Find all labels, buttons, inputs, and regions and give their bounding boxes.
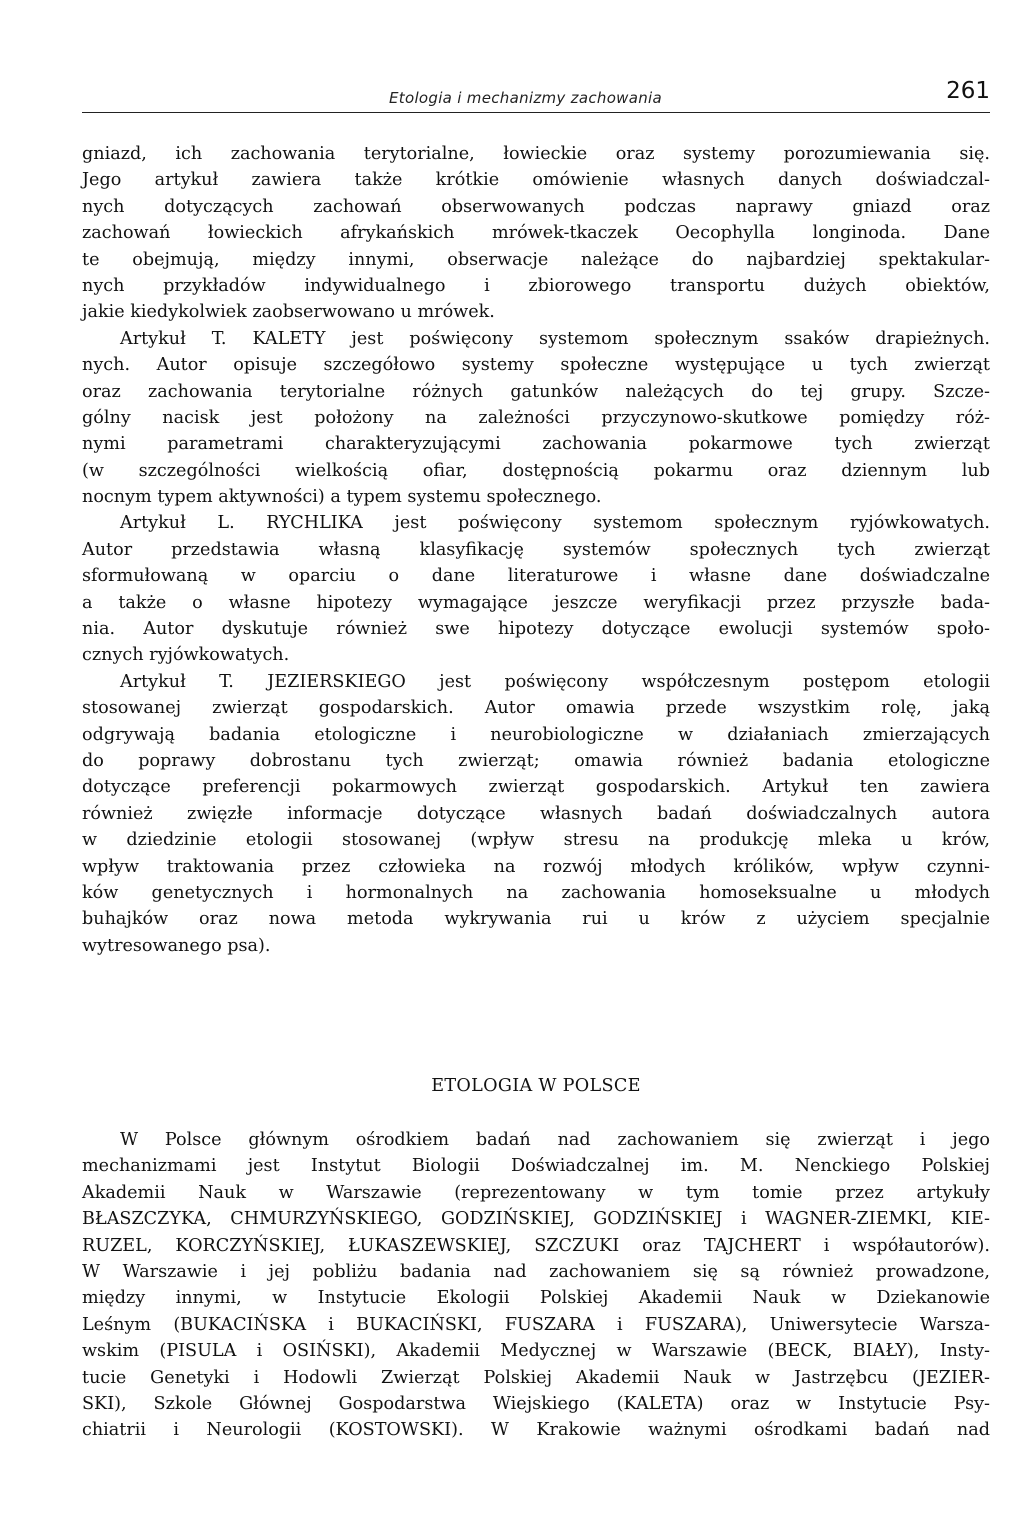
text-line: Leśnym (BUKACIŃSKA i BUKACIŃSKI, FUSZARA i FUSZARA), Uniwersytecie Warsza- <box>82 1314 990 1335</box>
text-line: sformułowaną w oparciu o dane literaturowe i własne dane doświadczalne <box>82 566 990 587</box>
text-line: Jego artykuł zawiera także krótkie omówienie własnych danych doświadczal- <box>82 170 990 191</box>
text-line: BŁASZCZYKA, CHMURZYŃSKIEGO, GODZIŃSKIEJ, GODZIŃSKIEJ i WAGNER-ZIEMKI, KIE- <box>82 1209 990 1230</box>
text-line: również zwięzłe informacje dotyczące własnych badań doświadczalnych autora <box>82 803 990 824</box>
text-line: cznych ryjówkowatych. <box>82 645 290 666</box>
text-line: nymi parametrami charakteryzującymi zachowania pokarmowe tych zwierząt <box>82 434 990 455</box>
text-line: wskim (PISULA i OSIŃSKI), Akademii Medycznej w Warszawie (BECK, BIAŁY), Insty- <box>82 1341 990 1362</box>
text-line: (w szczególności wielkością ofiar, dostępnością pokarmu oraz dziennym lub <box>82 460 990 481</box>
text-line: Autor przedstawia własną klasyfikację systemów społecznych tych zwierząt <box>82 539 990 560</box>
text-line: dotyczące preferencji pokarmowych zwierząt gospodarskich. Artykuł ten zawiera <box>82 777 990 798</box>
text-line: odgrywają badania etologiczne i neurobiologiczne w działaniach zmierzających <box>82 724 990 745</box>
text-line: oraz zachowania terytorialne różnych gatunków należących do tej grupy. Szcze- <box>82 381 990 402</box>
text-line: tucie Genetyki i Hodowli Zwierząt Polskiej Akademii Nauk w Jastrzębcu (JEZIER- <box>82 1367 990 1388</box>
section-heading: ETOLOGIA W POLSCE <box>431 1076 641 1096</box>
text-line: gniazd, ich zachowania terytorialne, łowieckie oraz systemy porozumiewania się. <box>82 144 990 164</box>
text-line: jakie kiedykolwiek zaobserwowano u mrówek. <box>82 302 495 323</box>
page-number: 261 <box>946 78 990 104</box>
text-line: stosowanej zwierząt gospodarskich. Autor omawia przede wszystkim rolę, jaką <box>82 698 990 719</box>
text-line: wpływ traktowania przez człowieka na rozwój młodych królików, wpływ czynni- <box>82 856 990 877</box>
text-line: te obejmują, między innymi, obserwacje należące do najbardziej spektakular- <box>82 249 990 270</box>
text-line: zachowań łowieckich afrykańskich mrówek-tkaczek Oecophylla longinoda. Dane <box>82 223 990 244</box>
text-line: gólny nacisk jest położony na zależności przyczynowo-skutkowe pomiędzy róż- <box>82 407 990 428</box>
text-line: do poprawy dobrostanu tych zwierząt; omawia również badania etologiczne <box>82 750 990 771</box>
text-line: RUZEL, KORCZYŃSKIEJ, ŁUKASZEWSKIEJ, SZCZUKI oraz TAJCHERT i współautorów). <box>82 1235 990 1256</box>
text-line: w dziedzinie etologii stosowanej (wpływ stresu na produkcję mleka u krów, <box>82 830 990 851</box>
text-line: ków genetycznych i hormonalnych na zachowania homoseksualne u młodych <box>82 882 990 903</box>
text-line: chiatrii i Neurologii (KOSTOWSKI). W Krakowie ważnymi ośrodkami badań nad <box>82 1420 990 1441</box>
text-line: W Warszawie i jej pobliżu badania nad zachowaniem się są również prowadzone, <box>82 1261 990 1282</box>
text-line: SKI), Szkole Głównej Gospodarstwa Wiejskiego (KALETA) oraz w Instytucie Psy- <box>82 1393 990 1414</box>
text-line: nych dotyczących zachowań obserwowanych podczas naprawy gniazd oraz <box>82 196 990 217</box>
text-line: a także o własne hipotezy wymagające jeszcze weryfikacji przez przyszłe bada- <box>82 592 990 613</box>
text-line: Artykuł L. RYCHLIKA jest poświęcony systemom społecznym ryjówkowatych. <box>120 513 990 534</box>
text-line: nych przykładów indywidualnego i zbiorowego transportu dużych obiektów, <box>82 275 990 296</box>
body-text-section-1 <box>82 141 990 959</box>
text-line: nocnym typem aktywności) a typem systemu społecznego. <box>82 487 602 508</box>
text-line: Artykuł T. KALETY jest poświęcony systemom społecznym ssaków drapieżnych. <box>120 328 990 349</box>
text-line: Akademii Nauk w Warszawie (reprezentowany w tym tomie przez artykuły <box>82 1182 990 1203</box>
body-text-section-2 <box>82 1127 990 1444</box>
text-line: między innymi, w Instytucie Ekologii Polskiej Akademii Nauk w Dziekanowie <box>82 1288 990 1309</box>
running-title: Etologia i mechanizmy zachowania <box>389 89 662 107</box>
text-line: buhajków oraz nowa metoda wykrywania rui u krów z użyciem specjalnie <box>82 909 990 930</box>
text-line: nych. Autor opisuje szczegółowo systemy społeczne występujące u tych zwierząt <box>82 355 990 376</box>
text-line: W Polsce głównym ośrodkiem badań nad zachowaniem się zwierząt i jego <box>120 1130 990 1150</box>
text-line: Artykuł T. JEZIERSKIEGO jest poświęcony współczesnym postępom etologii <box>120 671 990 692</box>
text-line: nia. Autor dyskutuje również swe hipotezy dotyczące ewolucji systemów społo- <box>82 619 990 640</box>
running-header <box>82 78 990 113</box>
text-line: mechanizmami jest Instytut Biologii Doświadczalnej im. M. Nenckiego Polskiej <box>82 1156 990 1177</box>
text-line: wytresowanego psa). <box>82 935 271 956</box>
